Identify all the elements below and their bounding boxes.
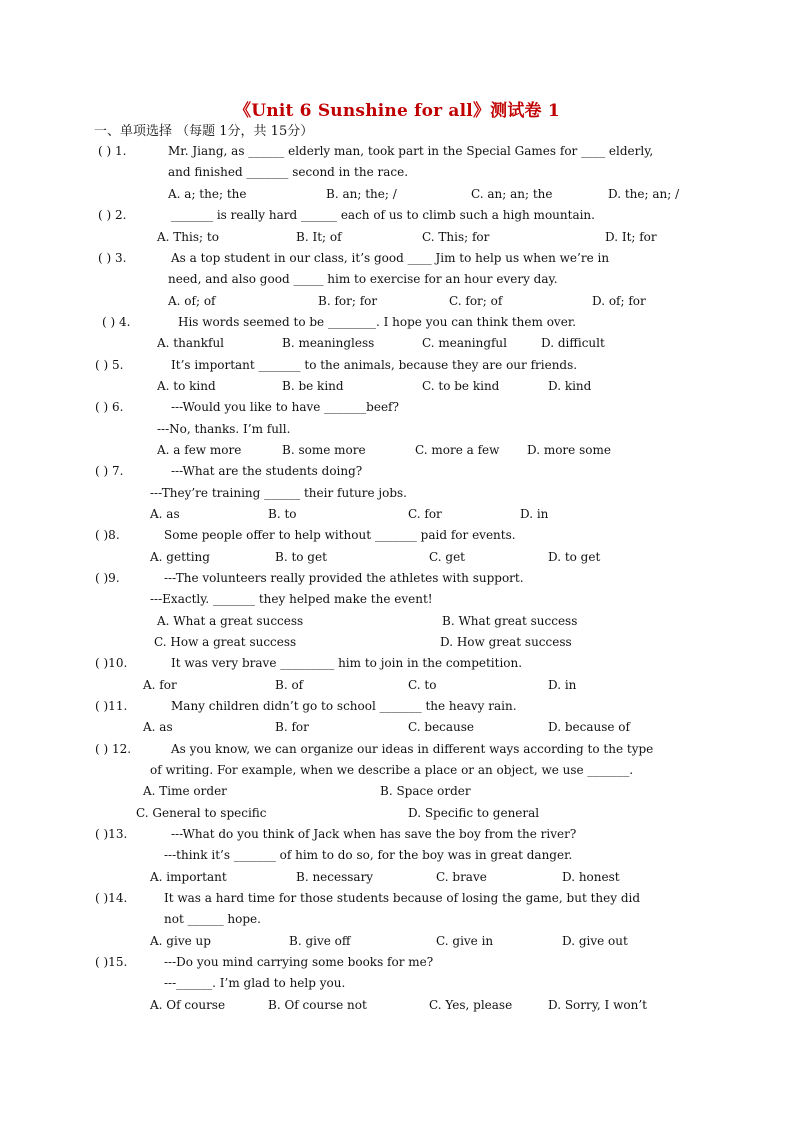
- question-11-number: ( )11.: [95, 699, 128, 713]
- question-7-option-a[interactable]: A. as: [150, 507, 180, 521]
- question-14-number: ( )14.: [95, 891, 128, 905]
- question-3-number: ( ) 3.: [98, 251, 127, 265]
- question-4-option-c[interactable]: C. meaningful: [422, 336, 508, 350]
- question-1-option-c[interactable]: C. an; an; the: [471, 187, 553, 201]
- question-8-stem: Some people offer to help without _______ paid for events.: [164, 528, 516, 542]
- question-5-option-a[interactable]: A. to kind: [157, 379, 216, 393]
- question-13-option-b[interactable]: B. necessary: [296, 870, 374, 884]
- question-2-option-b[interactable]: B. It; of: [296, 230, 342, 244]
- question-15-number: ( )15.: [95, 955, 128, 969]
- question-2-option-a[interactable]: A. This; to: [157, 230, 219, 244]
- question-7-option-d[interactable]: D. in: [520, 507, 549, 521]
- question-1-option-a[interactable]: A. a; the; the: [168, 187, 247, 201]
- question-12-number: ( ) 12.: [95, 742, 132, 756]
- question-5-option-c[interactable]: C. to be kind: [422, 379, 500, 393]
- question-6-option-c[interactable]: C. more a few: [415, 443, 500, 457]
- question-6-option-b[interactable]: B. some more: [282, 443, 366, 457]
- question-12-stem-2: of writing. For example, when we describe a place or an object, we use _______.: [150, 763, 634, 777]
- question-4-stem: His words seemed to be ________. I hope you can think them over.: [178, 315, 577, 329]
- question-8-option-d[interactable]: D. to get: [548, 550, 601, 564]
- question-6-option-d[interactable]: D. more some: [527, 443, 611, 457]
- question-15-option-c[interactable]: C. Yes, please: [429, 998, 513, 1012]
- section-heading: 一、单项选择 （每题 1分，共 15分）: [94, 124, 314, 139]
- question-13-number: ( )13.: [95, 827, 128, 841]
- question-11-option-b[interactable]: B. for: [275, 720, 309, 734]
- question-2-number: ( ) 2.: [98, 208, 127, 222]
- question-1-stem-2: and finished _______ second in the race.: [168, 165, 409, 179]
- question-14-stem: It was a hard time for those students because of losing the game, but they did: [164, 891, 641, 905]
- question-6-stem-2: ---No, thanks. I’m full.: [157, 422, 291, 436]
- page-title: 《Unit 6 Sunshine for all》测试卷 1: [234, 101, 560, 121]
- question-2-option-d[interactable]: D. It; for: [605, 230, 657, 244]
- question-4-number: ( ) 4.: [102, 315, 131, 329]
- question-3-option-a[interactable]: A. of; of: [168, 294, 216, 308]
- question-12-option-c[interactable]: C. General to specific: [136, 806, 267, 820]
- question-9-option-b[interactable]: B. What great success: [442, 614, 578, 628]
- question-14-option-d[interactable]: D. give out: [562, 934, 628, 948]
- question-5-stem: It’s important _______ to the animals, because they are our friends.: [171, 358, 578, 372]
- question-13-stem-2: ---think it’s _______ of him to do so, for the boy was in great danger.: [164, 848, 573, 862]
- question-6-option-a[interactable]: A. a few more: [157, 443, 242, 457]
- question-1-option-d[interactable]: D. the; an; /: [608, 187, 680, 201]
- question-7-number: ( ) 7.: [95, 464, 124, 478]
- question-6-stem: ---Would you like to have _______beef?: [171, 400, 399, 414]
- question-7-stem-2: ---They’re training ______ their future jobs.: [150, 486, 407, 500]
- question-14-stem-2: not ______ hope.: [164, 912, 261, 926]
- question-9-stem: ---The volunteers really provided the athletes with support.: [164, 571, 524, 585]
- question-6-number: ( ) 6.: [95, 400, 124, 414]
- question-8-option-a[interactable]: A. getting: [150, 550, 210, 564]
- question-3-option-c[interactable]: C. for; of: [449, 294, 503, 308]
- question-13-option-d[interactable]: D. honest: [562, 870, 620, 884]
- question-4-option-a[interactable]: A. thankful: [157, 336, 225, 350]
- question-14-option-c[interactable]: C. give in: [436, 934, 494, 948]
- question-8-option-b[interactable]: B. to get: [275, 550, 327, 564]
- question-3-stem-2: need, and also good _____ him to exercise for an hour every day.: [168, 272, 558, 286]
- question-10-option-b[interactable]: B. of: [275, 678, 304, 692]
- question-9-option-d[interactable]: D. How great success: [440, 635, 572, 649]
- question-12-option-d[interactable]: D. Specific to general: [408, 806, 540, 820]
- question-3-option-d[interactable]: D. of; for: [592, 294, 646, 308]
- question-13-stem: ---What do you think of Jack when has save the boy from the river?: [171, 827, 577, 841]
- question-9-stem-2: ---Exactly. _______ they helped make the event!: [150, 592, 433, 606]
- question-2-stem: _______ is really hard ______ each of us to climb such a high mountain.: [171, 208, 595, 222]
- question-13-option-c[interactable]: C. brave: [436, 870, 487, 884]
- question-9-number: ( )9.: [95, 571, 120, 585]
- question-12-stem: As you know, we can organize our ideas in different ways according to the type: [171, 742, 654, 756]
- question-3-option-b[interactable]: B. for; for: [318, 294, 378, 308]
- question-11-stem: Many children didn’t go to school _______ the heavy rain.: [171, 699, 517, 713]
- question-10-stem: It was very brave _________ him to join in the competition.: [171, 656, 523, 670]
- question-15-option-d[interactable]: D. Sorry, I won’t: [548, 998, 647, 1012]
- question-11-option-c[interactable]: C. because: [408, 720, 475, 734]
- question-4-option-d[interactable]: D. difficult: [541, 336, 605, 350]
- question-15-stem: ---Do you mind carrying some books for me?: [164, 955, 434, 969]
- question-9-option-a[interactable]: A. What a great success: [157, 614, 304, 628]
- question-12-option-b[interactable]: B. Space order: [380, 784, 471, 798]
- question-5-option-d[interactable]: D. kind: [548, 379, 592, 393]
- question-10-option-d[interactable]: D. in: [548, 678, 577, 692]
- question-14-option-b[interactable]: B. give off: [289, 934, 351, 948]
- question-1-option-b[interactable]: B. an; the; /: [326, 187, 397, 201]
- question-10-number: ( )10.: [95, 656, 128, 670]
- question-1-stem: Mr. Jiang, as ______ elderly man, took part in the Special Games for ____ elderly,: [168, 144, 654, 158]
- question-7-option-b[interactable]: B. to: [268, 507, 297, 521]
- question-9-option-c[interactable]: C. How a great success: [154, 635, 297, 649]
- question-10-option-a[interactable]: A. for: [143, 678, 177, 692]
- question-8-option-c[interactable]: C. get: [429, 550, 465, 564]
- question-4-option-b[interactable]: B. meaningless: [282, 336, 375, 350]
- question-5-number: ( ) 5.: [95, 358, 124, 372]
- question-10-option-c[interactable]: C. to: [408, 678, 437, 692]
- question-2-option-c[interactable]: C. This; for: [422, 230, 490, 244]
- question-11-option-d[interactable]: D. because of: [548, 720, 630, 734]
- question-14-option-a[interactable]: A. give up: [150, 934, 211, 948]
- question-12-option-a[interactable]: A. Time order: [143, 784, 227, 798]
- question-15-option-a[interactable]: A. Of course: [150, 998, 226, 1012]
- question-1-number: ( ) 1.: [98, 144, 127, 158]
- question-8-number: ( )8.: [95, 528, 120, 542]
- question-3-stem: As a top student in our class, it’s good ____ Jim to help us when we’re in: [171, 251, 610, 265]
- question-7-stem: ---What are the students doing?: [171, 464, 363, 478]
- question-13-option-a[interactable]: A. important: [150, 870, 227, 884]
- question-15-option-b[interactable]: B. Of course not: [268, 998, 367, 1012]
- question-5-option-b[interactable]: B. be kind: [282, 379, 344, 393]
- question-11-option-a[interactable]: A. as: [143, 720, 173, 734]
- question-15-stem-2: ---______. I’m glad to help you.: [164, 976, 346, 990]
- question-7-option-c[interactable]: C. for: [408, 507, 442, 521]
